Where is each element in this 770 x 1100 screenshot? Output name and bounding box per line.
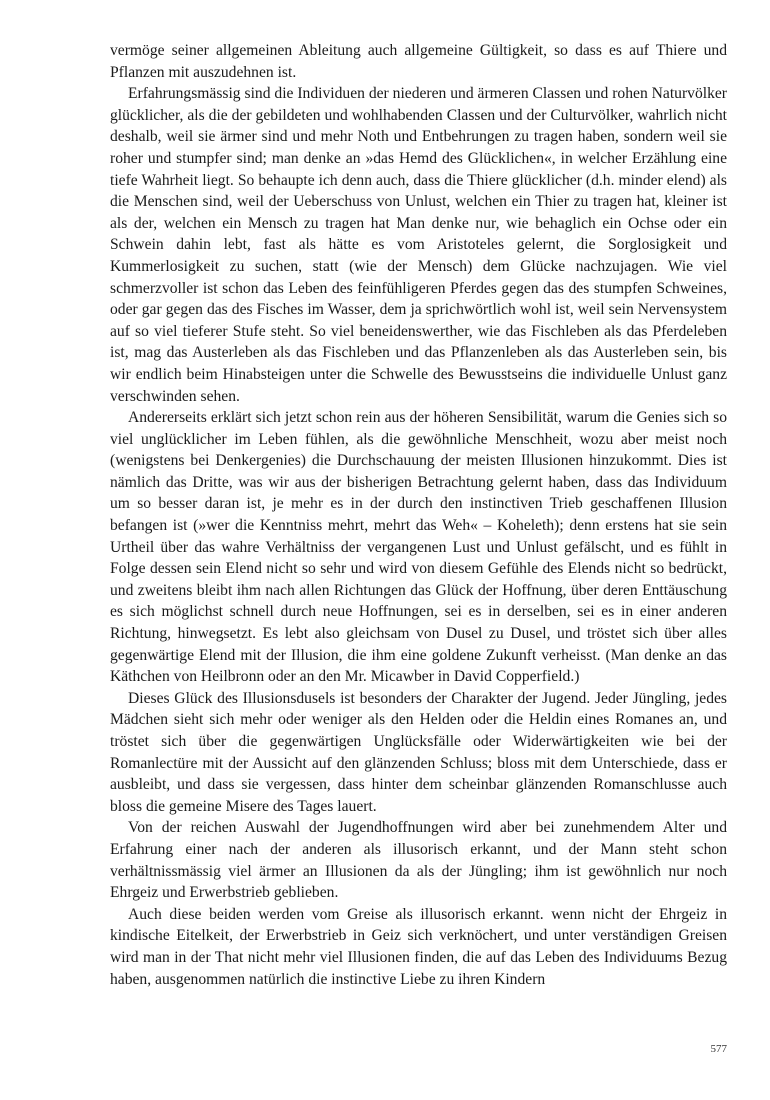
paragraph-continuation: vermöge seiner allgemeinen Ableitung auch allgemeine Gültigkeit, so dass es auf Thiere und Pflanzen mit auszudehnen ist.: [110, 42, 727, 81]
paragraph: Von der reichen Auswahl der Jugendhoffnungen wird aber bei zunehmendem Alter und Erfahrung einer nach der anderen als illusorisch erkannt, und der Mann steht schon verhältnissmässig viel ärmer an Illusionen da als der Jüngling; ihm ist gewöhnlich nur noch Ehrgeiz und Erwerbstrieb geblieben.: [110, 819, 727, 902]
paragraph: Andererseits erklärt sich jetzt schon rein aus der höheren Sensibilität, warum die Genies sich so viel unglücklicher im Leben fühlen, als die gewöhnliche Menschheit, wozu aber meist noch (wenigstens bei Denkergenies) die Durchschauung der meisten Illusionen hinzukommt. Dies ist nämlich das Dritte, was wir aus der bisherigen Betrachtung gelernt haben, dass das Individuum um so besser daran ist, je mehr es in der durch den instinctiven Trieb geschaffenen Illusion befangen ist (»wer die Kenntniss mehrt, mehrt das Weh« – Koheleth); denn erstens hat sie sein Urtheil über das wahre Verhältniss der vergangenen Lust und Unlust gefälscht, und es fühlt in Folge dessen sein Elend nicht so sehr und wird von diesem Gefühle des Elends nicht so bedrückt, und zweitens bleibt ihm nach allen Richtungen das Glück der Hoffnung, über deren Enttäuschung es sich möglichst schnell durch neue Hoffnungen, sei es in derselben, sei es in einer anderen Richtung, hinwegsetzt. Es lebt also gleichsam von Dusel zu Dusel, und tröstet sich über alles gegenwärtige Elend mit der Illusion, die ihm eine goldene Zukunft verheisst. (Man denke an das Käthchen von Heilbronn oder an den Mr. Micawber in David Copperfield.): [110, 409, 727, 686]
paragraph: Auch diese beiden werden vom Greise als illusorisch erkannt. wenn nicht der Ehrgeiz in kindische Eitelkeit, der Erwerbstrieb in Geiz sich verknöchert, und unter verständigen Greisen wird man in der That nicht mehr viel Illusionen finden, die auf das Leben des Individuums Bezug haben, ausgenommen natürlich die instinctive Liebe zu ihren Kindern: [110, 905, 727, 988]
page-body: [110, 40, 727, 990]
page-number: 577: [710, 1043, 727, 1055]
paragraph: Erfahrungsmässig sind die Individuen der niederen und ärmeren Classen und rohen Naturvölker glücklicher, als die der gebildeten und wohlhabenden Classen und der Culturvölker, wahrlich nicht deshalb, weil sie ärmer sind und mehr Noth und Entbehrungen zu tragen haben, sondern weil sie roher und stumpfer sind; man denke an »das Hemd des Glücklichen«, in welcher Erzählung eine tiefe Wahrheit liegt. So behaupte ich denn auch, dass die Thiere glücklicher (d.h. minder elend) als die Menschen sind, weil der Ueberschuss von Unlust, welchen ein Thier zu tragen hat, kleiner ist als der, welchen ein Mensch zu tragen hat Man denke nur, wie behaglich ein Ochse oder ein Schwein dahin lebt, fast als hätte es vom Aristoteles gelernt, die Sorglosigkeit und Kummerlosigkeit zu suchen, statt (wie der Mensch) dem Glücke nachzujagen. Wie viel schmerzvoller ist schon das Leben des feinfühligeren Pferdes gegen das des stumpfen Schweines, oder gar gegen das des Fisches im Wasser, dem ja sprichwörtlich wohl ist, weil sein Nervensystem auf so viel tieferer Stufe steht. So viel beneidenswerther, wie das Fischleben als das Pferdeleben ist, mag das Austerleben als das Fischleben und das Pflanzenleben als das Austerleben sein, bis wir endlich beim Hinabsteigen unter die Schwelle des Bewusstseins die individuelle Unlust ganz verschwinden sehen.: [110, 85, 727, 405]
paragraph: Dieses Glück des Illusionsdusels ist besonders der Charakter der Jugend. Jeder Jüngling, jedes Mädchen sieht sich mehr oder weniger als den Helden oder die Heldin eines Romanes an, und tröstet sich über die gegenwärtigen Unglücksfälle oder Widerwärtigkeiten wie bei der Romanlectüre mit der Aussicht auf den glänzenden Schluss; bloss mit dem Unterschiede, dass er ausbleibt, und dass sie vergessen, dass hinter dem scheinbar glänzenden Romanschlusse auch bloss die gemeine Misere des Tages lauert.: [110, 689, 727, 815]
